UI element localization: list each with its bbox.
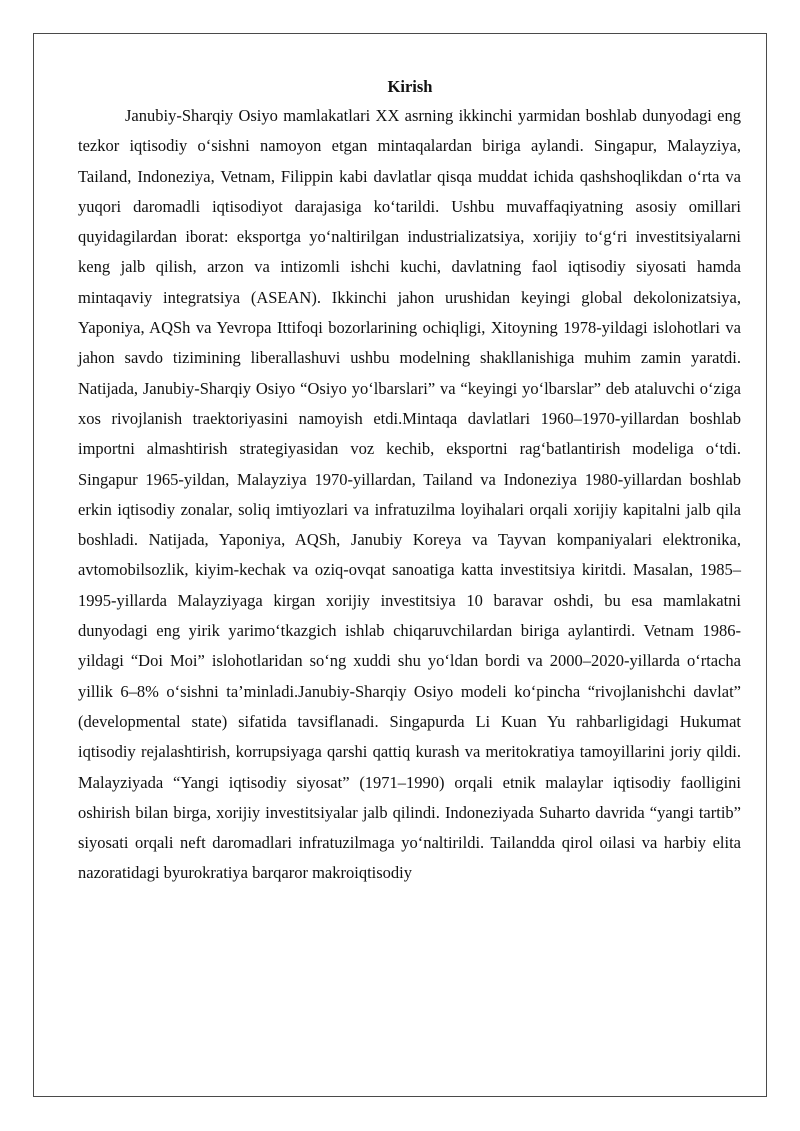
document-title: Kirish	[387, 77, 433, 96]
document-content	[78, 73, 741, 889]
body-paragraph: Janubiy-Sharqiy Osiyo mamlakatlari XX asrning ikkinchi yarmidan boshlab dunyodagi eng tezkor iqtisodiy o‘sishni namoyon etgan mintaqalardan biriga aylandi. Singapur, Malayziya, Tailand, Indoneziya, Vetnam, Filippin kabi davlatlar qisqa muddat ichida qashshoqlikdan o‘rta va yuqori daromadli iqtisodiyot darajasiga ko‘tarildi. Ushbu muvaffaqiyatning asosiy omillari quyidagilardan iborat: eksportga yo‘naltirilgan industrializatsiya, xorijiy to‘g‘ri investitsiyalarni keng jalb qilish, arzon va intizomli ishchi kuchi, davlatning faol iqtisodiy siyosati hamda mintaqaviy integratsiya (ASEAN). Ikkinchi jahon urushidan keyingi global dekolonizatsiya, Yaponiya, AQSh va Yevropa Ittifoqi bozorlarining ochiqligi, Xitoyning 1978-yildagi islohotlari va jahon savdo tizimining liberallashuvi ushbu modelning shakllanishiga muhim zamin yaratdi. Natijada, Janubiy-Sharqiy Osiyo “Osiyo yo‘lbarslari” va “keyingi yo‘lbarslar” deb ataluvchi o‘ziga xos rivojlanish traektoriyasini namoyish etdi.Mintaqa davlatlari 1960–1970-yillardan boshlab importni almashtirish strategiyasidan voz kechib, eksportni rag‘batlantirish modeliga o‘tdi. Singapur 1965-yildan, Malayziya 1970-yillardan, Tailand va Indoneziya 1980-yillardan boshlab erkin iqtisodiy zonalar, soliq imtiyozlari va infratuzilma loyihalari orqali xorijiy kapitalni jalb qila boshladi. Natijada, Yaponiya, AQSh, Janubiy Koreya va Tayvan kompaniyalari elektronika, avtomobilsozlik, kiyim-kechak va oziq-ovqat sanoatiga katta investitsiya kiritdi. Masalan, 1985–1995-yillarda Malayziyaga kirgan xorijiy investitsiya 10 baravar oshdi, bu esa mamlakatni dunyodagi eng yirik yarimo‘tkazgich ishlab chiqaruvchilardan biriga aylantirdi. Vetnam 1986-yildagi “Doi Moi” islohotlaridan so‘ng xuddi shu yo‘ldan bordi va 2000–2020-yillarda o‘rtacha yillik 6–8% o‘sishni ta’minladi.Janubiy-Sharqiy Osiyo modeli ko‘pincha “rivojlanishchi davlat” (developmental state) sifatida tavsiflanadi. Singapurda Li Kuan Yu rahbarligidagi Hukumat iqtisodiy rejalashtirish, korrupsiyaga qarshi qattiq kurash va meritokratiya tamoyillarini joriy qildi. Malayziyada “Yangi iqtisodiy siyosat” (1971–1990) orqali etnik malaylar iqtisodiy faolligini oshirish bilan birga, xorijiy investitsiyalar jalb qilindi. Indoneziyada Suharto davrida “yangi tartib” siyosati orqali neft daromadlari infratuzilmaga yo‘naltirildi. Tailandda qirol oilasi va harbiy elita nazoratidagi byurokratiya barqaror makroiqtisodiy	[78, 106, 741, 883]
